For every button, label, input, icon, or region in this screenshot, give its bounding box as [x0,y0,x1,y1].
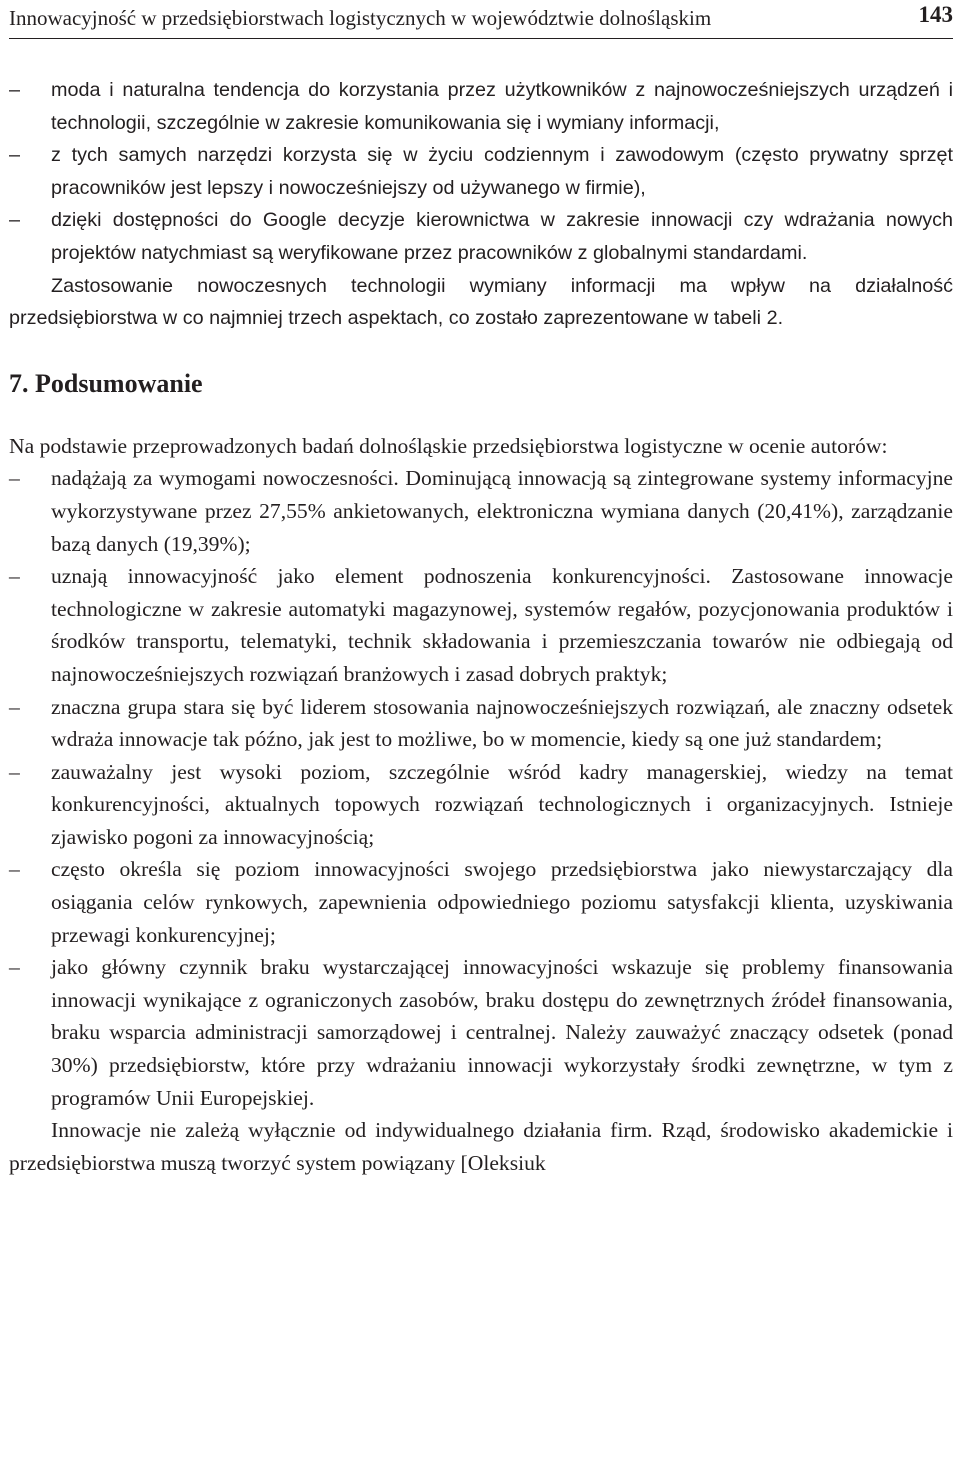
list-dash: – [9,144,21,167]
list-item-text: jako główny czynnik braku wystarczającej innowacyjności wskazuje się problemy finansowania innowacji wynikające z ograniczonych zasobów, braku dostępu do zewnętrznych źródeł finansowania, braku wsparcia administracji samorządowej i centralnej. Należy zauważyć znaczący odsetek (ponad 30%) przedsiębiorstw, które przy wdrażaniu innowacji wykorzystały środki zewnętrzne, w tym z programów Unii Europejskiej. [51,955,953,1110]
section-number: 7. [9,368,29,398]
section-title: Podsumowanie [35,368,203,398]
summary-list [9,462,953,1114]
list-dash: – [9,955,20,980]
list-item [9,951,953,1114]
running-header [9,0,953,39]
list-item-text: z tych samych narzędzi korzysta się w życiu codziennym i zawodowym (często prywatny sprzęt pracowników jest lepszy i nowocześniejszy od używanego w firmie), [51,144,953,199]
list-item [9,462,953,560]
list-dash: – [9,209,21,232]
list-dash: – [9,694,20,719]
list-item-text: często określa się poziom innowacyjności swojego przedsiębiorstwa jako niewystarczający dla osiągania celów rynkowych, zapewnienia odpowiedniego poziomu satysfakcji klienta, uzyskiwania przewagi konkurencyjnej; [51,857,953,947]
tools-list [9,74,953,270]
list-item [9,691,953,756]
technology-paragraph: Zastosowanie nowoczesnych technologii wymiany informacji ma wpływ na działalność przedsiębiorstwa w co najmniej trzech aspektach, co zostało zaprezentowane w tabeli 2. [9,274,953,330]
list-item-text: nadążają za wymogami nowoczesności. Dominującą innowacją są zintegrowane systemy informacyjne wykorzystywane przez 27,55% ankietowanych, elektroniczna wymiana danych (20,41%), zarządzanie bazą danych (19,39%); [51,466,953,556]
page-number: 143 [918,2,953,27]
list-dash: – [9,857,20,882]
list-item [9,74,953,139]
list-dash: – [9,759,20,784]
list-item-text: uznają innowacyjność jako element podnoszenia konkurencyjności. Zastosowane innowacje technologiczne w zakresie automatyki magazynowej, systemów regałów, pozycjonowania produktów i środków transportu, telematyki, technik składowania i przemieszczania towarów nie odbiegają od najnowocześniejszych rozwiązań branżowych i zasad dobrych praktyk; [51,564,953,686]
intro-paragraph: Na podstawie przeprowadzonych badań dolnośląskie przedsiębiorstwa logistyczne w ocenie autorów: [9,433,888,458]
list-dash: – [9,466,20,491]
list-item-text: moda i naturalna tendencja do korzystania przez użytkowników z najnowocześniejszych urządzeń i technologii, szczególnie w zakresie komunikowania się i wymiany informacji, [51,79,953,134]
list-dash: – [9,79,21,101]
list-item [9,204,953,269]
list-item-text: zauważalny jest wysoki poziom, szczególnie wśród kadry managerskiej, wiedzy na temat konkurencyjności, aktualnych topowych rozwiązań technologicznych i organizacyjnych. Istnieje zjawisko pogoni za innowacyjnością; [51,759,953,849]
list-item-text: znaczna grupa stara się być liderem stosowania najnowocześniejszych rozwiązań, ale znaczny odsetek wdraża innowacje tak późno, jak jest to możliwe, bo w momencie, kiedy są one już standardem; [51,694,953,752]
section-heading [9,368,953,400]
running-title: Innowacyjność w przedsiębiorstwach logistycznych w województwie dolnośląskim [9,6,712,30]
list-item [9,853,953,951]
list-item [9,139,953,204]
list-item [9,560,953,690]
list-item [9,756,953,854]
list-item-text: dzięki dostępności do Google decyzje kierownictwa w zakresie innowacji czy wdrażania nowych projektów natychmiast są weryfikowane przez pracowników z globalnymi standardami. [51,209,953,264]
closing-paragraph: Innowacje nie zależą wyłącznie od indywidualnego działania firm. Rząd, środowisko akademickie i przedsiębiorstwa muszą tworzyć system powiązany [Oleksiuk [9,1118,953,1175]
list-dash: – [9,564,20,589]
document-page [9,0,953,1179]
